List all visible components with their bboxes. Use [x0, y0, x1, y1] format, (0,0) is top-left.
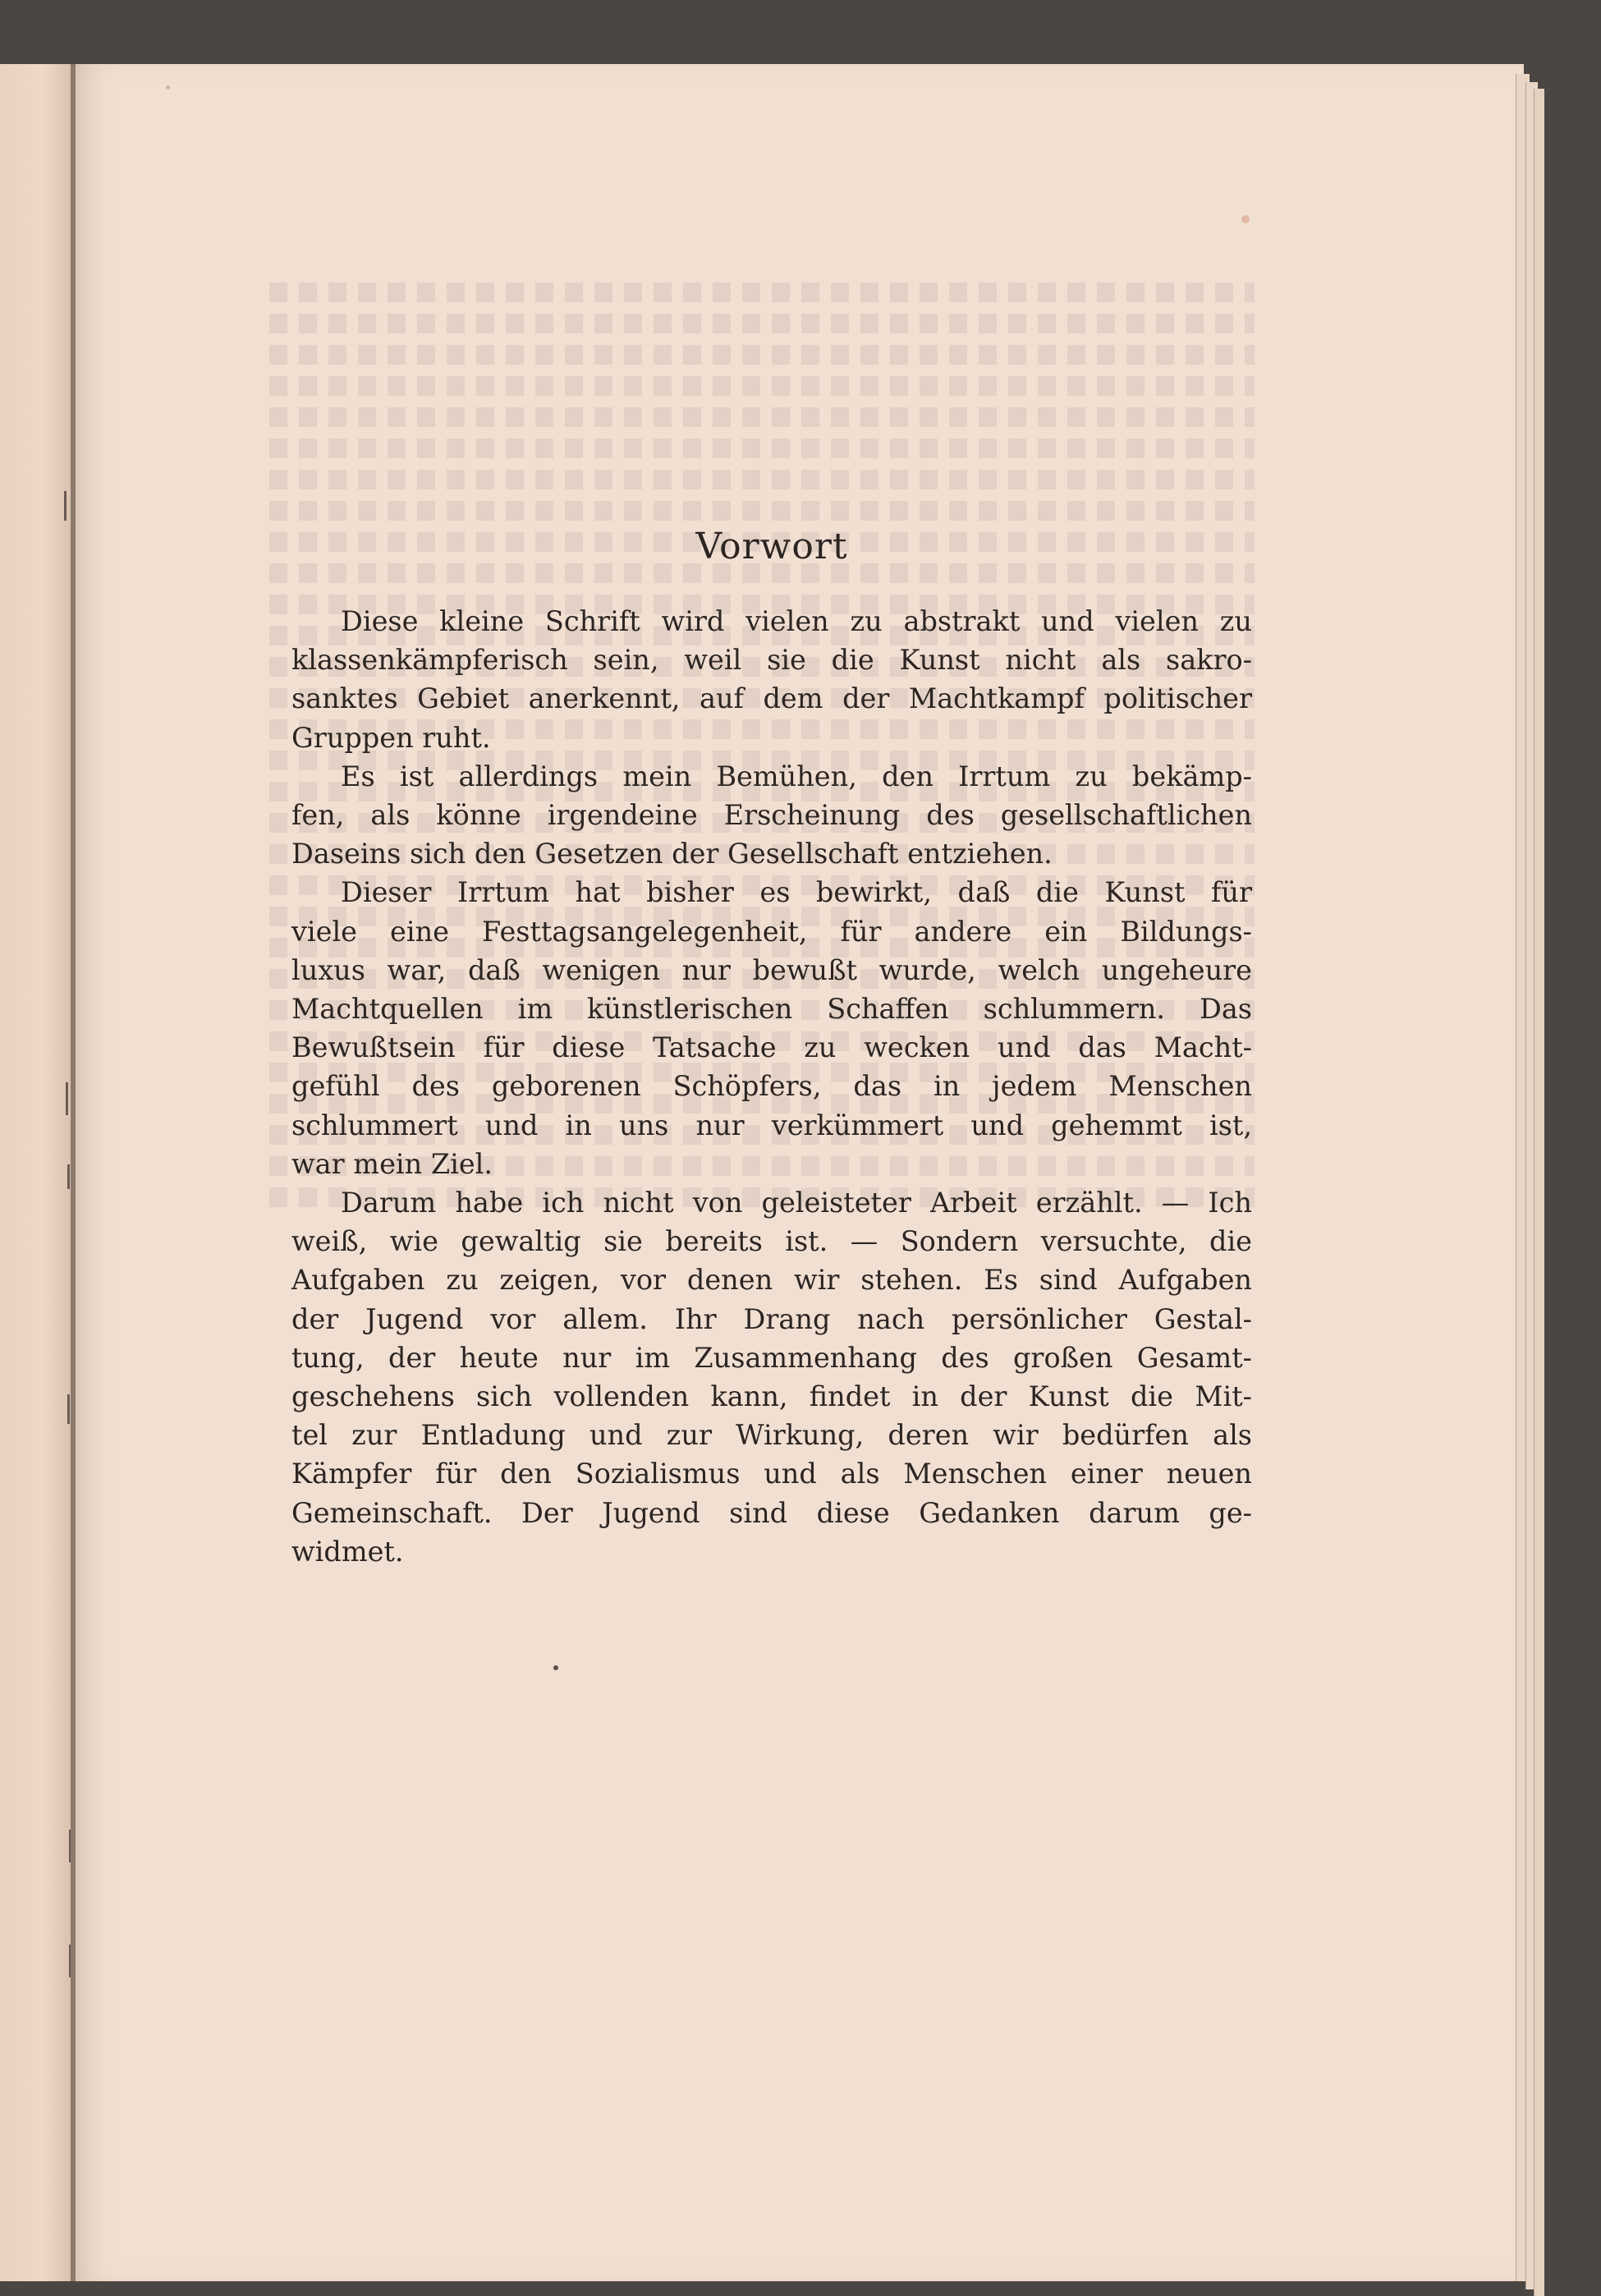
text-line: Dieser Irrtum hat bisher es bewirkt, daß die Kunst für: [341, 876, 1252, 909]
text-line: Es ist allerdings mein Bemühen, den Irrtum zu bekämp-: [341, 760, 1252, 792]
text-line: Darum habe ich nicht von geleisteter Arbeit erzählt. — Ich: [341, 1187, 1252, 1219]
ink-dot: [553, 1665, 558, 1670]
spine-shadow: [71, 64, 76, 2281]
text-line: Gemeinschaft. Der Jugend sind diese Gedanken darum ge-: [291, 1496, 1252, 1529]
text-line: Kämpfer für den Sozialismus und als Menschen einer neuen: [291, 1458, 1252, 1490]
text-line: Diese kleine Schrift wird vielen zu abstrakt und vielen zu: [341, 605, 1252, 637]
binding-mark: [67, 1164, 70, 1189]
text-line: war mein Ziel.: [291, 1147, 493, 1180]
text-line: widmet.: [291, 1535, 404, 1568]
text-line: Aufgaben zu zeigen, vor denen wir stehen. Es sind Aufgaben: [291, 1264, 1252, 1297]
text-line: schlummert und in uns nur verkümmert und gehemmt ist,: [291, 1109, 1252, 1141]
paper-stain: [1241, 215, 1250, 223]
paragraph: [291, 757, 1252, 874]
text-line: Gruppen ruht.: [291, 721, 491, 754]
text-line: luxus war, daß wenigen nur bewußt wurde, welch ungeheure: [291, 953, 1252, 986]
text-line: klassenkämpferisch sein, weil sie die Kunst nicht als sakro-: [291, 644, 1252, 677]
text-line: Machtquellen im künstlerischen Schaffen schlummern. Das: [291, 993, 1252, 1026]
paragraph: [291, 873, 1252, 1183]
paragraph: [291, 602, 1252, 757]
page-content: [291, 526, 1252, 1571]
text-line: sanktes Gebiet anerkennt, auf dem der Machtkampf politischer: [291, 682, 1252, 715]
binding-mark: [64, 491, 67, 521]
text-line: tung, der heute nur im Zusammenhang des großen Gesamt-: [291, 1341, 1252, 1374]
text-line: viele eine Festtagsangelegenheit, für andere ein Bildungs-: [291, 915, 1252, 948]
text-line: geschehens sich vollenden kann, findet in der Kunst die Mit-: [291, 1380, 1252, 1413]
text-line: weiß, wie gewaltig sie bereits ist. — Sondern versuchte, die: [291, 1225, 1252, 1258]
binding-mark: [66, 1082, 68, 1115]
text-line: der Jugend vor allem. Ihr Drang nach persönlicher Gestal-: [291, 1302, 1252, 1335]
text-line: Daseins sich den Gesetzen der Gesellschaft entziehen.: [291, 838, 1053, 870]
paragraph: [291, 1183, 1252, 1571]
text-line: tel zur Entladung und zur Wirkung, deren wir bedürfen als: [291, 1419, 1252, 1452]
page-title: Vorwort: [695, 526, 848, 567]
text-line: fen, als könne irgendeine Erscheinung des gesellschaftlichen: [291, 799, 1252, 832]
paper-stain: [166, 85, 170, 90]
facing-page-edge: [0, 64, 72, 2281]
text-line: Bewußtsein für diese Tatsache zu wecken und das Macht-: [291, 1031, 1252, 1064]
page-edge: [1534, 89, 1544, 2296]
binding-mark: [67, 1394, 70, 1424]
text-line: gefühl des geborenen Schöpfers, das in jedem Menschen: [291, 1070, 1252, 1103]
